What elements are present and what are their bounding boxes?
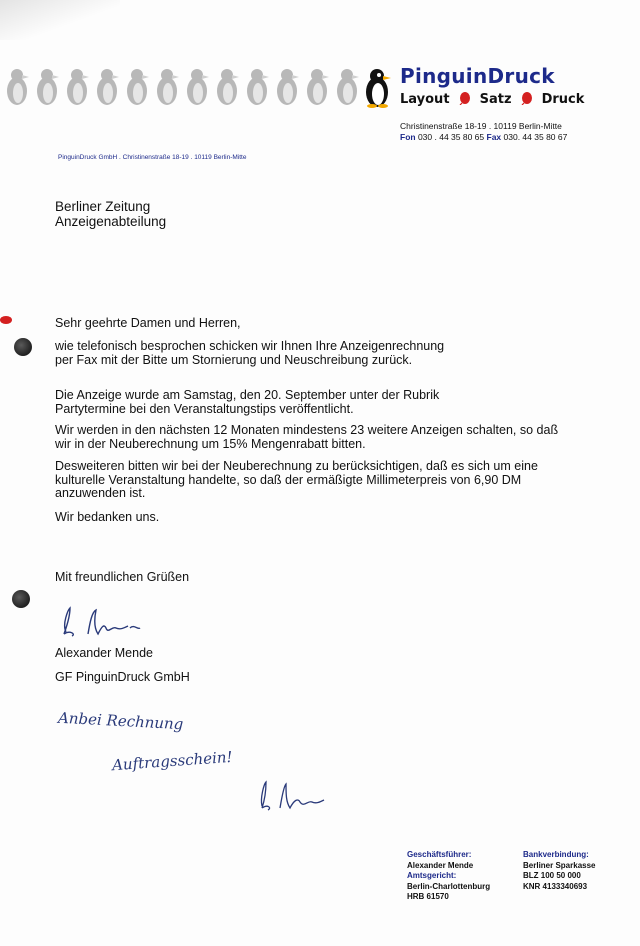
- paragraph-line: anzuwenden ist.: [55, 486, 146, 500]
- paragraph-line: Die Anzeige wurde am Samstag, den 20. September unter der Rubrik: [55, 388, 440, 402]
- bank-blz: BLZ 100 50 000: [523, 871, 581, 880]
- paragraph-3: [55, 424, 615, 451]
- paragraph-line: Partytermine bei den Veranstaltungstips veröffentlicht.: [55, 401, 354, 416]
- penguin-logo-icon: [362, 66, 392, 108]
- paragraph-2: [55, 389, 615, 416]
- fon-label: Fon: [400, 132, 416, 142]
- closing: Mit freundlichen Grüßen: [55, 570, 190, 584]
- penguin-icon: [214, 66, 240, 106]
- red-balloon-icon: [458, 92, 471, 105]
- footer-management: [407, 850, 490, 903]
- management-label: Geschäftsführer:: [407, 850, 472, 859]
- signer-name: Alexander Mende: [55, 646, 153, 660]
- letterhead-address: [400, 121, 567, 143]
- management-value: Alexander Mende: [407, 860, 474, 870]
- penguin-row: [4, 66, 404, 110]
- penguin-icon: [304, 66, 330, 106]
- penguin-icon: [274, 66, 300, 106]
- penguin-icon: [334, 66, 360, 106]
- paragraph-line: wir in der Neuberechnung um 15% Mengenrabatt bitten.: [55, 436, 366, 451]
- sender-return-line: PinguinDruck GmbH . Christinenstraße 18-19 . 10119 Berlin-Mitte: [58, 154, 247, 161]
- paragraph-line: kulturelle Veranstaltung handelte, so daß der ermäßigte Millimeterpreis von 6,90 DM: [55, 472, 522, 487]
- penguin-icon: [64, 66, 90, 106]
- recipient-line: Berliner Zeitung: [55, 199, 151, 214]
- service-satz: Satz: [479, 92, 512, 107]
- punch-hole-icon: [12, 590, 30, 608]
- fax-number: 030. 44 35 80 67: [503, 132, 568, 142]
- signer-title: GF PinguinDruck GmbH: [55, 670, 190, 684]
- penguin-icon: [154, 66, 180, 106]
- paragraph-1: [55, 340, 615, 367]
- fold-shadow: [0, 0, 120, 40]
- court-value: Berlin-Charlottenburg: [407, 881, 491, 891]
- red-balloon-icon: [520, 92, 533, 105]
- bank-label: Bankverbindung:: [523, 850, 589, 859]
- service-druck: Druck: [541, 92, 585, 107]
- court-label: Amtsgericht:: [407, 871, 457, 880]
- paragraph-line: Desweiteren bitten wir bei der Neuberechnung zu berücksichtigen, daß es sich um eine: [55, 459, 538, 473]
- paragraph-5: [55, 511, 615, 525]
- penguin-icon: [184, 66, 210, 106]
- penguin-icon: [124, 66, 150, 106]
- address-line: Christinenstraße 18-19 . 10119 Berlin-Mitte: [400, 121, 562, 131]
- service-layout: Layout: [400, 92, 450, 107]
- bank-name: Berliner Sparkasse: [523, 860, 596, 870]
- services-line: [400, 92, 584, 107]
- punch-hole-icon: [14, 338, 32, 356]
- paragraph-line: Wir werden in den nächsten 12 Monaten mindestens 23 weitere Anzeigen schalten, so daß: [55, 423, 559, 437]
- bank-knr: KNR 4133340693: [523, 881, 588, 891]
- paragraph-line: wie telefonisch besprochen schicken wir Ihnen Ihre Anzeigenrechnung: [55, 339, 445, 353]
- recipient-block: [55, 199, 166, 229]
- paragraph-line: Wir bedanken uns.: [55, 510, 160, 524]
- phone-fax-line: [400, 132, 567, 143]
- handwritten-note-line: Auftragsschein!: [111, 747, 234, 775]
- footer-bank: [523, 850, 596, 892]
- fax-label: Fax: [486, 132, 502, 142]
- paragraph-line: per Fax mit der Bitte um Stornierung und Neuschreibung zurück.: [55, 352, 413, 367]
- penguin-icon: [94, 66, 120, 106]
- signature-icon: [256, 778, 336, 812]
- salutation: Sehr geehrte Damen und Herren,: [55, 316, 241, 330]
- penguin-icon: [4, 66, 30, 106]
- penguin-icon: [244, 66, 270, 106]
- penguin-icon: [34, 66, 60, 106]
- recipient-line: Anzeigenabteilung: [55, 214, 167, 229]
- paragraph-4: [55, 460, 615, 501]
- handwritten-note-line: Anbei Rechnung: [57, 708, 184, 734]
- signature-icon: [58, 604, 148, 640]
- register-value: HRB 61570: [407, 892, 449, 901]
- red-mark: [0, 316, 12, 324]
- fon-number: 030 . 44 35 80 65: [417, 132, 485, 142]
- brand-name: PinguinDruck: [400, 64, 555, 88]
